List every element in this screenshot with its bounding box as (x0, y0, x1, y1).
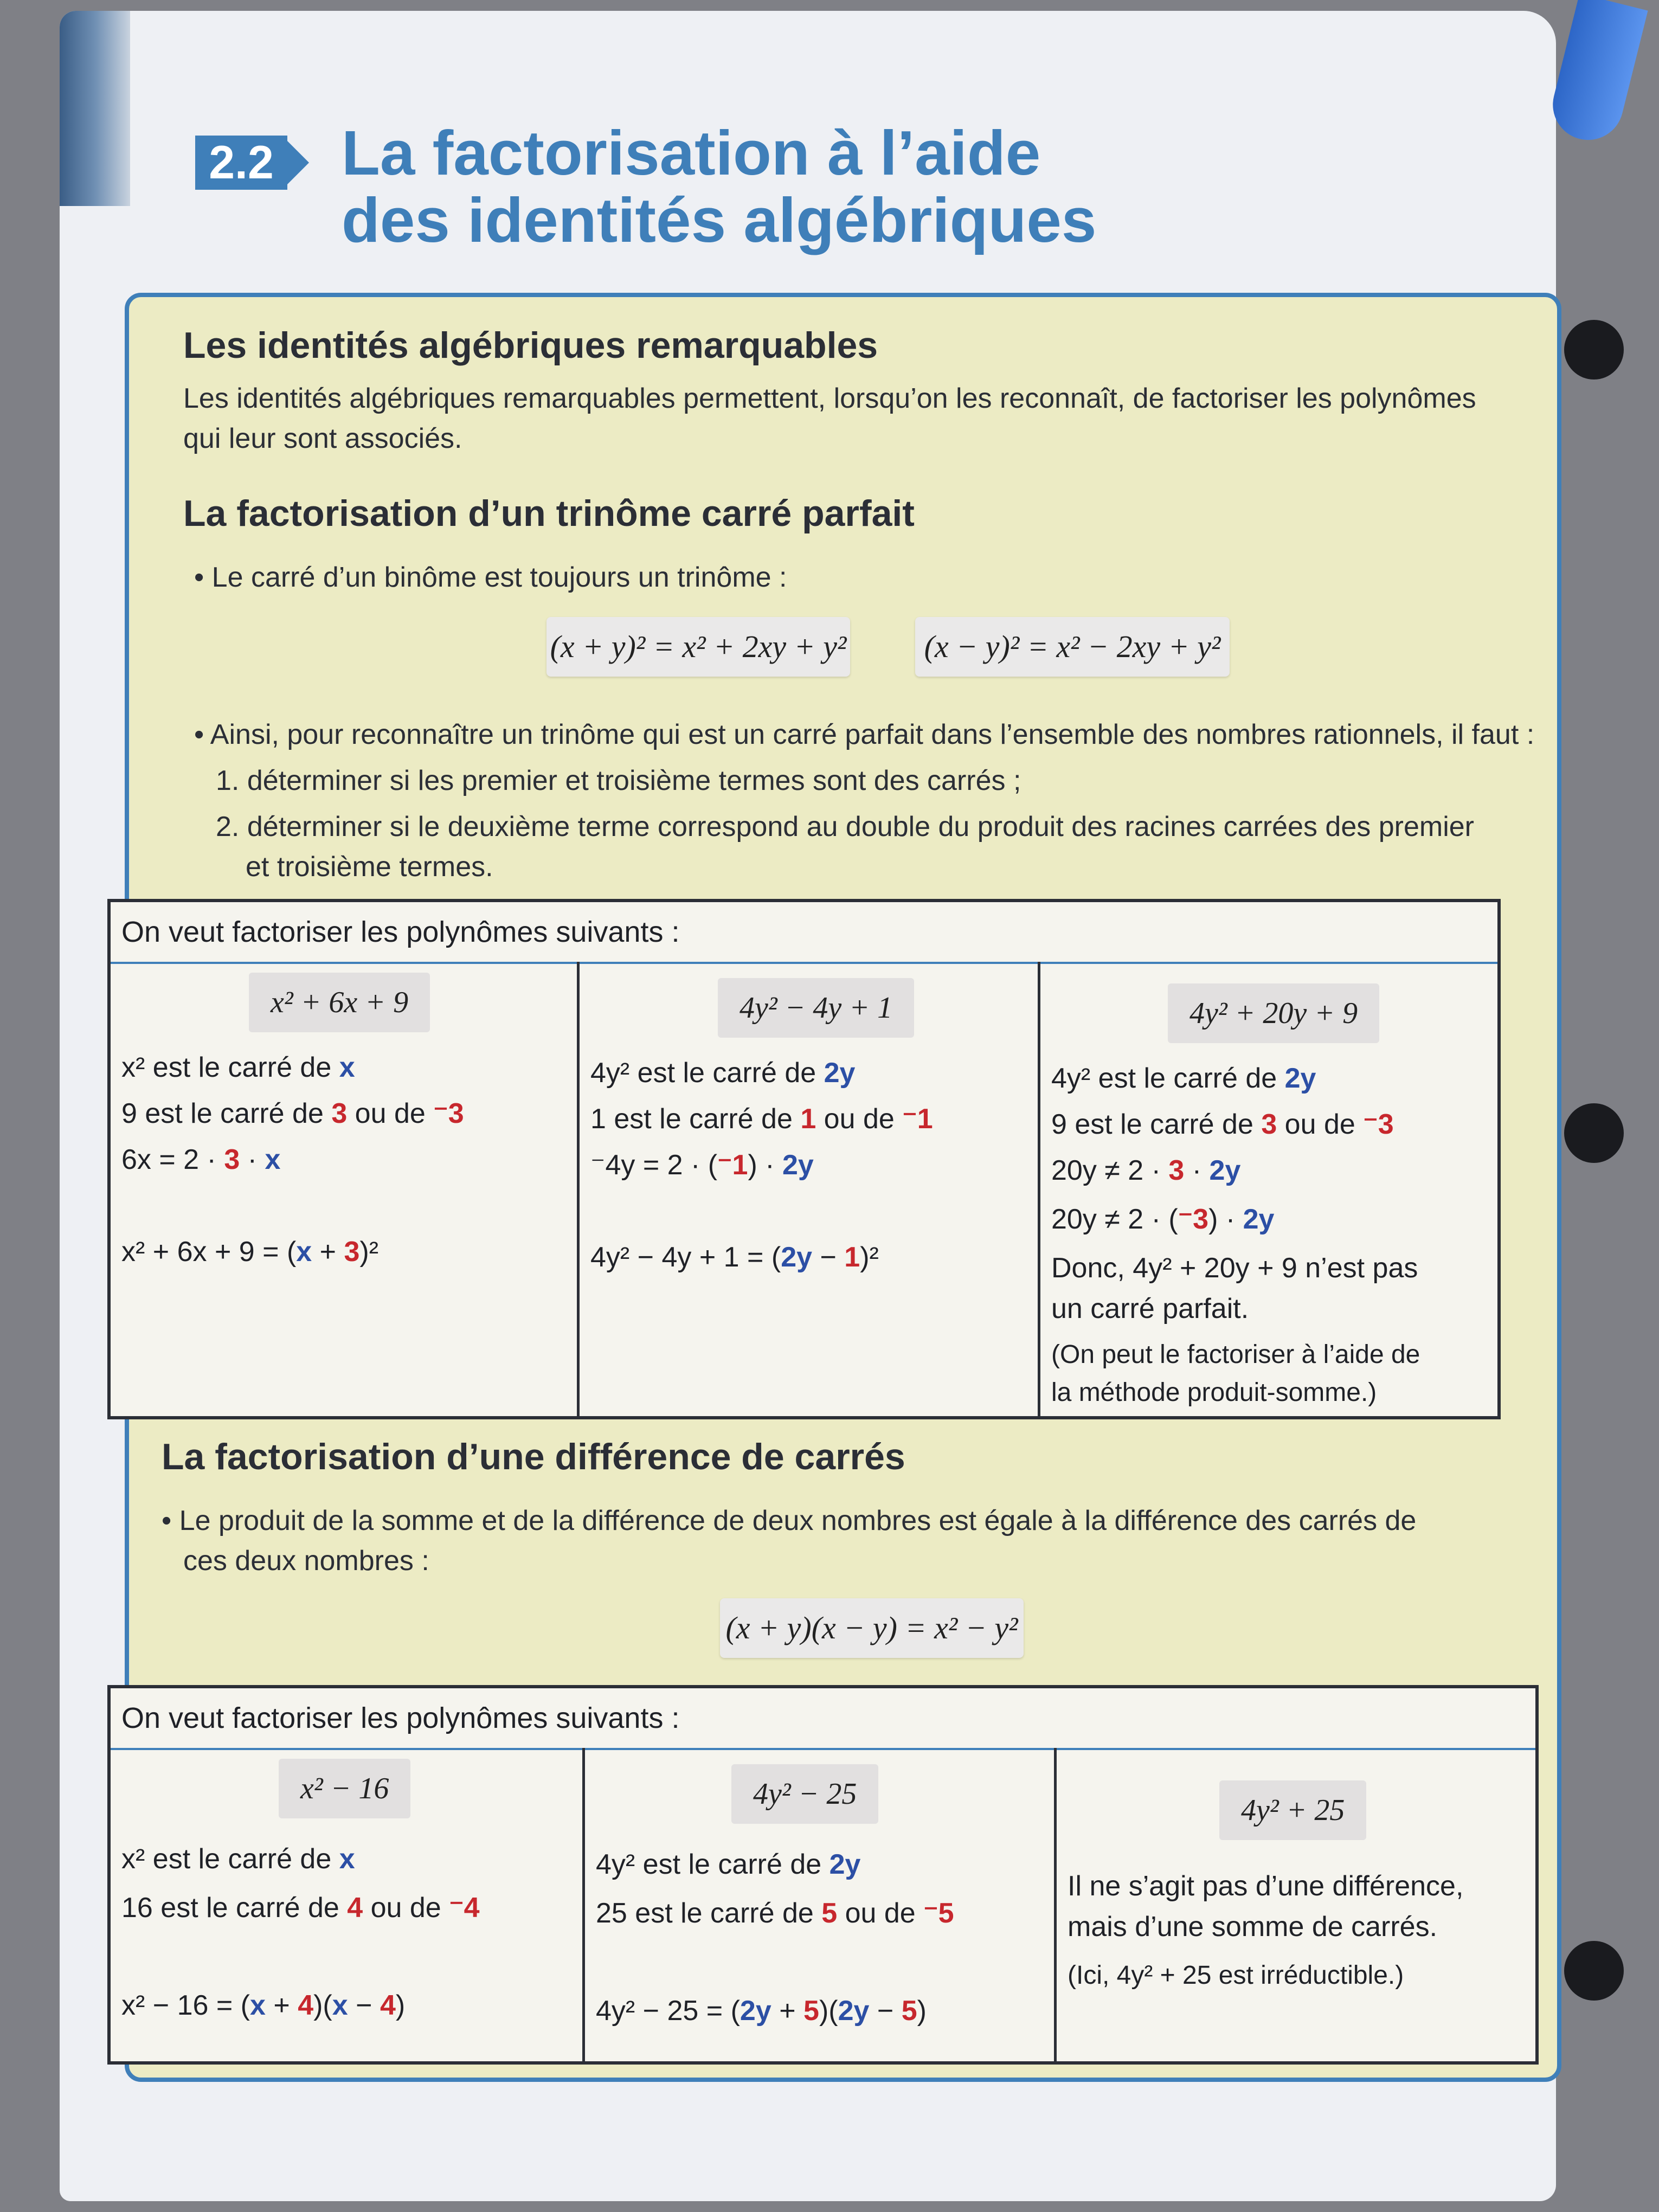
formula-square-difference: (x − y)² = x² − 2xy + y² (915, 617, 1230, 677)
section-title-line1: La factorisation à l’aide (342, 118, 1041, 188)
table-column (582, 1748, 1054, 2061)
table-line: 16 est le carré de 4 ou de ⁻4 (121, 1892, 480, 1924)
polynomial-box: x² − 16 (279, 1759, 410, 1818)
table-column (577, 962, 1038, 1416)
intro-heading: Les identités algébriques remarquables (183, 325, 878, 366)
table-header: On veut factoriser les polynômes suivants : (111, 902, 1497, 964)
theory-box (121, 293, 1561, 2082)
polynomial-box: x² + 6x + 9 (249, 973, 430, 1032)
table-result-line: x² − 16 = (x + 4)(x − 4) (121, 1990, 406, 2021)
difference-bullet (162, 1501, 1517, 1581)
difference-heading: La factorisation d’une différence de carrés (162, 1436, 905, 1477)
textbook-page (60, 11, 1556, 2201)
polynomial-box: 4y² − 4y + 1 (718, 978, 914, 1038)
table-line: 4y² est le carré de 2y (1051, 1063, 1316, 1094)
table-line: 20y ≠ 2 · (⁻3) · 2y (1051, 1204, 1275, 1235)
table-line: 4y² est le carré de 2y (590, 1057, 856, 1089)
polynomial-box: 4y² + 25 (1219, 1780, 1366, 1840)
table-result-line: x² + 6x + 9 = (x + 3)² (121, 1236, 379, 1268)
polynomial-box: 4y² + 20y + 9 (1168, 983, 1379, 1043)
polynomial-box: 4y² − 25 (731, 1764, 878, 1824)
table-line: x² est le carré de x (121, 1052, 355, 1083)
trinome-examples-table (107, 899, 1501, 1419)
table-column (111, 962, 577, 1416)
table-line: 25 est le carré de 5 ou de ⁻5 (596, 1898, 954, 1929)
difference-bullet-line2: ces deux nombres : (183, 1545, 429, 1577)
badge-arrow-icon (287, 141, 309, 184)
difference-bullet-line1: • Le produit de la somme et de la différence de deux nombres est égale à la différence des carrés de (162, 1505, 1417, 1536)
table-line: 9 est le carré de 3 ou de ⁻3 (1051, 1109, 1394, 1140)
table-line: 1 est le carré de 1 ou de ⁻1 (590, 1103, 933, 1135)
formula-square-sum: (x + y)² = x² + 2xy + y² (546, 617, 850, 677)
section-number-badge: 2.2 (195, 136, 287, 190)
formula-difference-of-squares: (x + y)(x − y) = x² − y² (720, 1598, 1024, 1658)
table-line: 20y ≠ 2 · 3 · 2y (1051, 1155, 1241, 1186)
trinome-bullet2: • Ainsi, pour reconnaître un trinôme qui est un carré parfait dans l’ensemble des nombres rationnels, il faut : (194, 719, 1535, 750)
section-title (342, 119, 1209, 254)
trinome-step2 (216, 807, 1474, 887)
table-line: 9 est le carré de 3 ou de ⁻3 (121, 1098, 464, 1129)
table-line: Il ne s’agit pas d’une différence, (1068, 1870, 1464, 1902)
table-line: 4y² est le carré de 2y (596, 1849, 861, 1880)
binder-hole (1564, 1103, 1624, 1163)
page-spine-stripe (60, 11, 130, 206)
binder-hole (1564, 320, 1624, 380)
table-line: Donc, 4y² + 20y + 9 n’est pas (1051, 1252, 1418, 1284)
table-column (1054, 1748, 1536, 2061)
difference-examples-table (107, 1685, 1539, 2065)
binder-clip (1545, 0, 1648, 147)
table-column (111, 1748, 582, 2061)
table-note-line: (On peut le factoriser à l’aide de (1051, 1340, 1420, 1369)
intro-line1: Les identités algébriques remarquables permettent, lorsqu’on les reconnaît, de factoriser les polynômes (183, 383, 1476, 414)
table-result-line: 4y² − 25 = (2y + 5)(2y − 5) (596, 1995, 927, 2027)
table-header: On veut factoriser les polynômes suivants : (111, 1688, 1535, 1750)
table-column (1038, 962, 1499, 1416)
intro-text (183, 378, 1512, 459)
section-title-line2: des identités algébriques (342, 185, 1097, 255)
table-line: x² est le carré de x (121, 1843, 355, 1875)
trinome-step2-line2: et troisième termes. (246, 851, 493, 883)
trinome-step1: 1. déterminer si les premier et troisième termes sont des carrés ; (216, 765, 1021, 796)
table-line: ⁻4y = 2 · (⁻1) · 2y (590, 1149, 814, 1181)
trinome-step2-line1: 2. déterminer si le deuxième terme correspond au double du produit des racines carrées des premier (216, 811, 1474, 843)
table-result-line: 4y² − 4y + 1 = (2y − 1)² (590, 1242, 879, 1273)
table-note-line: la méthode produit-somme.) (1051, 1378, 1377, 1407)
table-note-line: (Ici, 4y² + 25 est irréductible.) (1068, 1961, 1404, 1990)
intro-line2: qui leur sont associés. (183, 423, 462, 454)
table-line: 6x = 2 · 3 · x (121, 1144, 281, 1175)
table-line: un carré parfait. (1051, 1293, 1249, 1324)
table-line: mais d’une somme de carrés. (1068, 1911, 1438, 1943)
binder-hole (1564, 1941, 1624, 2001)
trinome-bullet1: • Le carré d’un binôme est toujours un trinôme : (194, 562, 787, 593)
trinome-heading: La factorisation d’un trinôme carré parfait (183, 493, 915, 534)
